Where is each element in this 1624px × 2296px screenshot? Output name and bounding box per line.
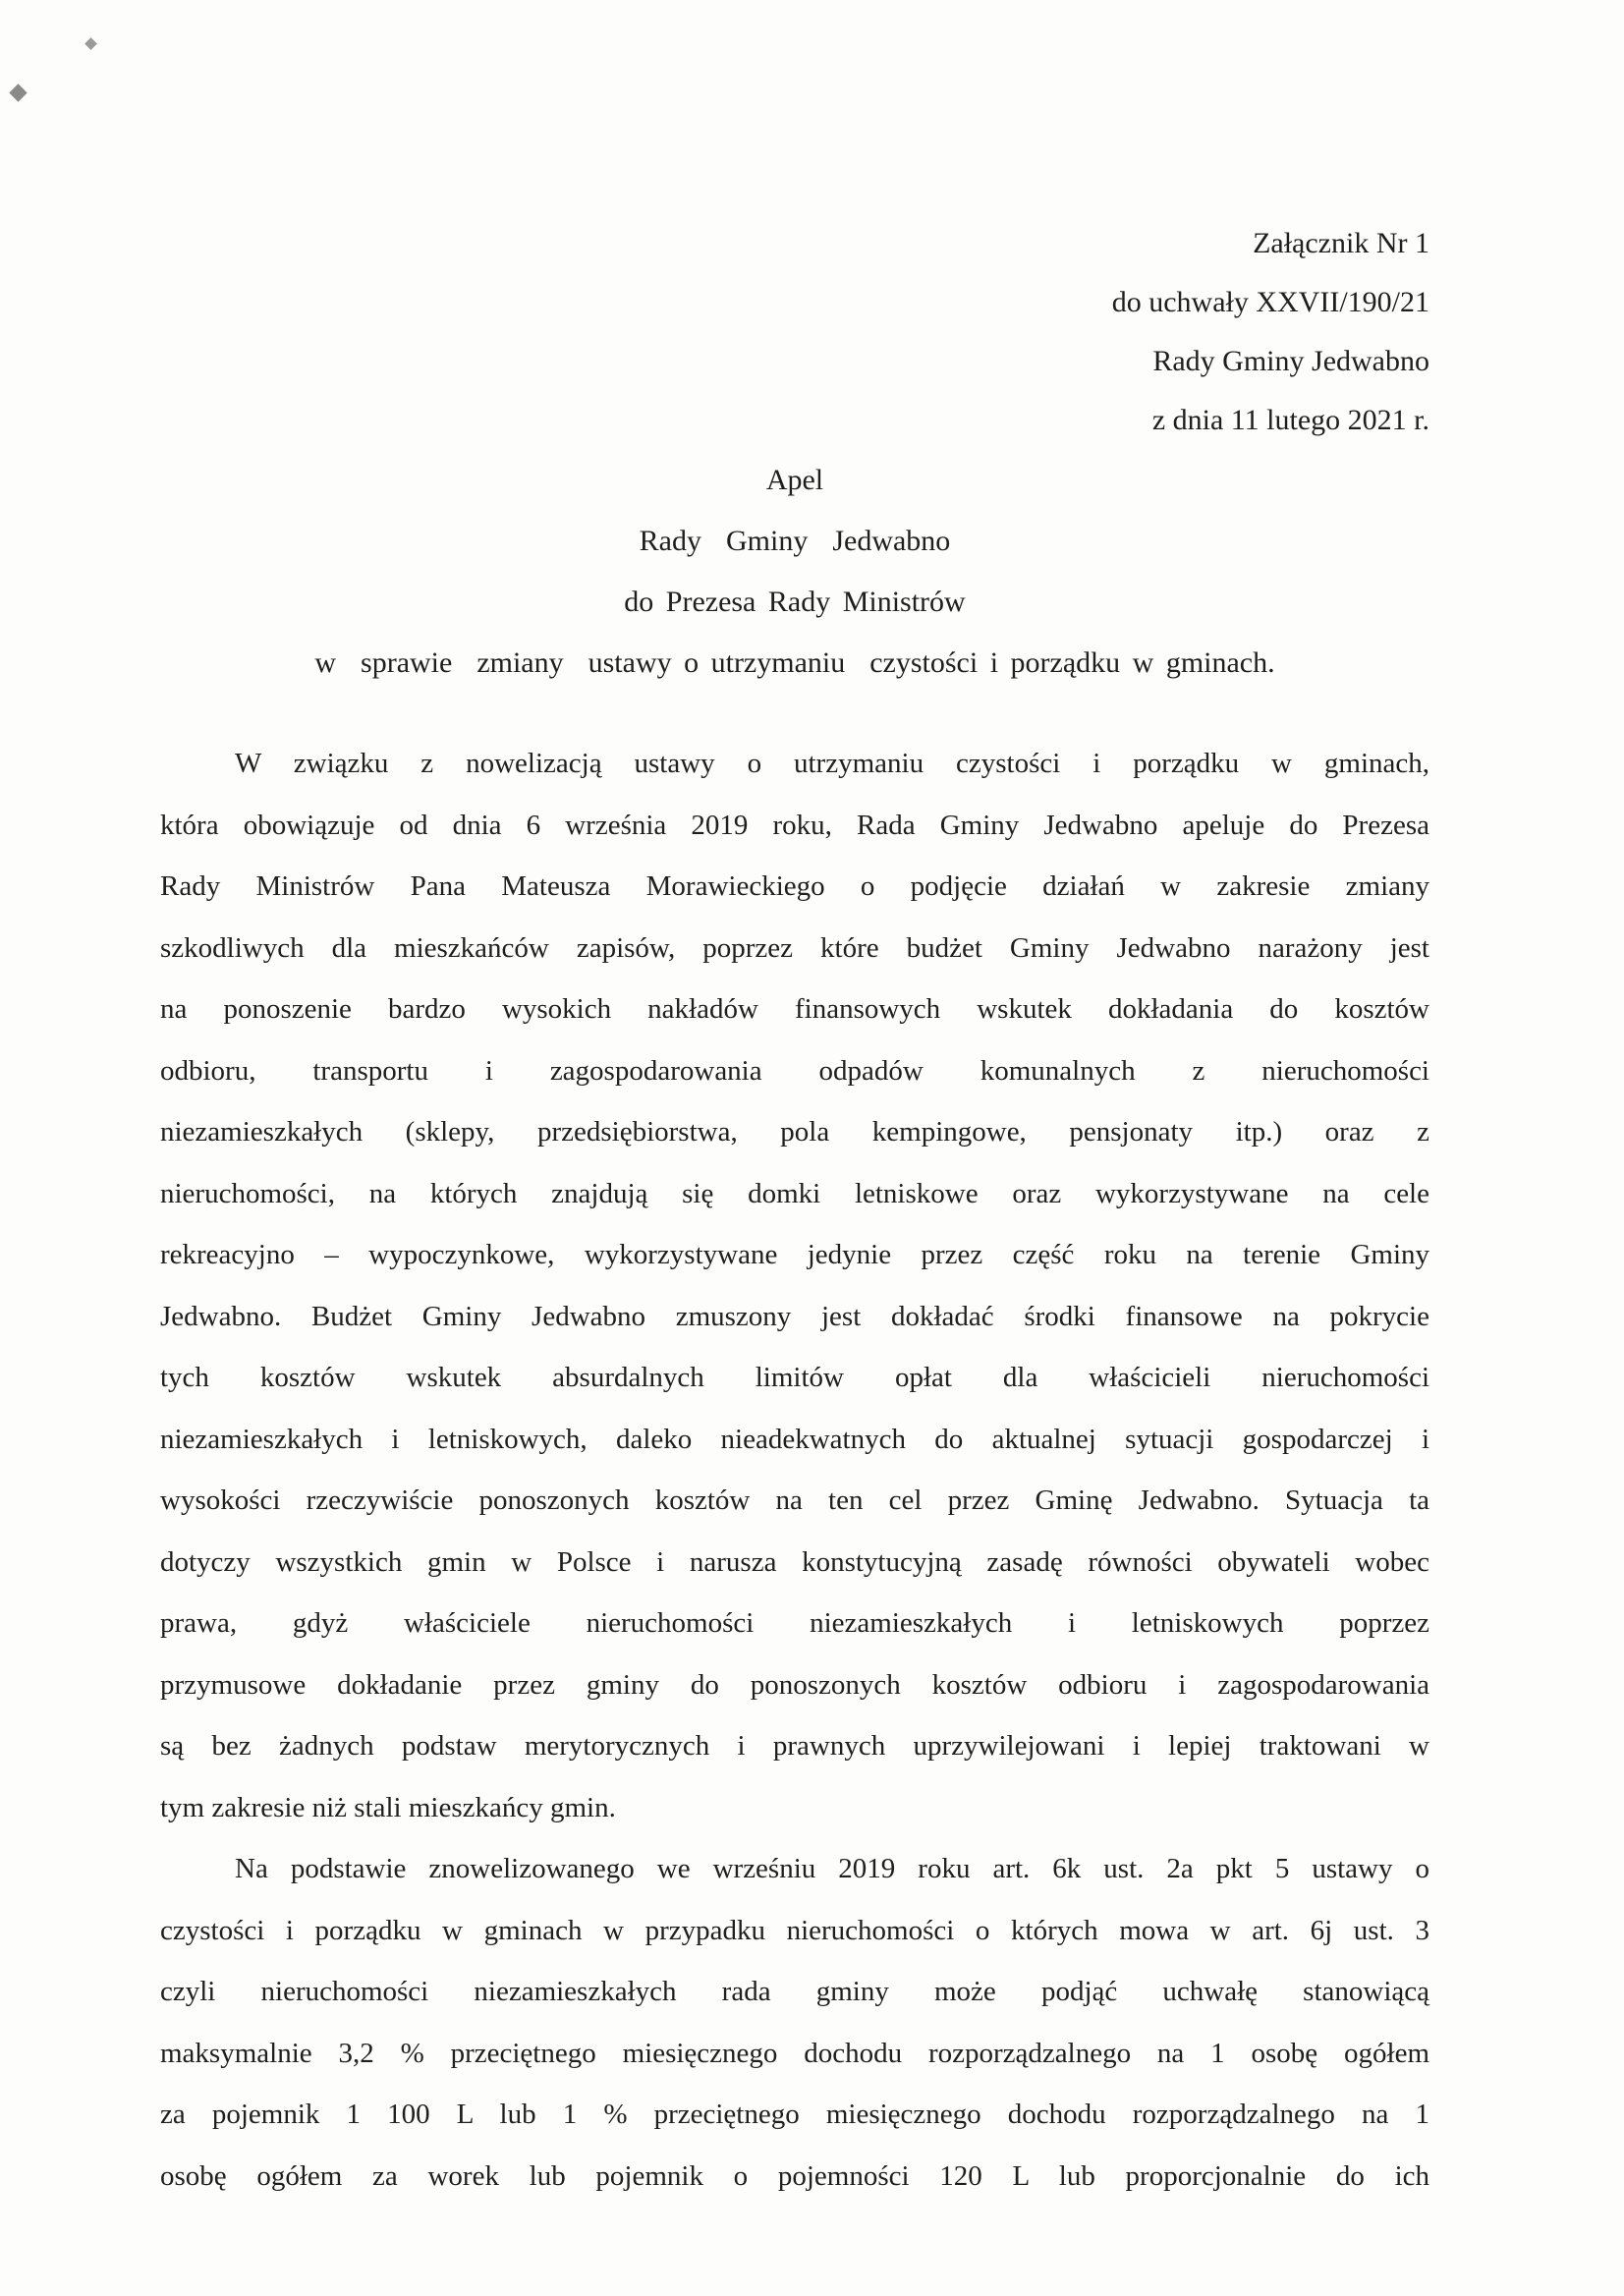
body-text-line: na ponoszenie bardzo wysokich nakładów finansowych wskutek dokładania do kosztów [160, 993, 1429, 1025]
header-line: Załącznik Nr 1 [1253, 227, 1429, 259]
body-text-line: wysokości rzeczywiście ponoszonych kosztów na ten cel przez Gminę Jedwabno. Sytuacja ta [160, 1484, 1429, 1516]
body-text-line: Na podstawie znowelizowanego we wrześniu 2019 roku art. 6k ust. 2a pkt 5 ustawy o [235, 1853, 1429, 1884]
body-text-line: dotyczy wszystkich gmin w Polsce i narusza konstytucyjną zasadę równości obywateli wobec [160, 1545, 1429, 1578]
title-line: Rady Gminy Jedwabno [639, 525, 951, 557]
body-text-line: odbioru, transportu i zagospodarowania odpadów komunalnych z nieruchomości [160, 1054, 1429, 1087]
body-text-line: rekreacyjno – wypoczynkowe, wykorzystywane jedynie przez część roku na terenie Gminy [160, 1239, 1429, 1270]
body-text-line: Rady Ministrów Pana Mateusza Morawieckiego o podjęcie działań w zakresie zmiany [160, 870, 1429, 902]
title-line: Apel [765, 464, 824, 496]
attachment-header-block [1112, 214, 1429, 450]
body-text-line: za pojemnik 1 100 L lub 1 % przeciętnego miesięcznego dochodu rozporządzalnego na 1 [160, 2099, 1429, 2130]
header-line: z dnia 11 lutego 2021 r. [1151, 404, 1429, 436]
title-line: do Prezesa Rady Ministrów [624, 586, 966, 618]
body-text-line: Jedwabno. Budżet Gminy Jedwabno zmuszony jest dokładać środki finansowe na pokrycie [160, 1300, 1429, 1332]
body-text-line: tym zakresie niż stali mieszkańcy gmin. [160, 1791, 616, 1823]
body-text-line: nieruchomości, na których znajdują się domki letniskowe oraz wykorzystywane na cele [160, 1177, 1429, 1209]
body-text-line: prawa, gdyż właściciele nieruchomości niezamieszkałych i letniskowych poprzez [160, 1607, 1429, 1639]
title-line: w sprawie zmiany ustawy o utrzymaniu czystości i porządku w gminach. [314, 646, 1275, 679]
body-text-line: czyli nieruchomości niezamieszkałych rada gminy może podjąć uchwałę stanowiącą [160, 1976, 1429, 2007]
body-text-line: osobę ogółem za worek lub pojemnik o pojemności 120 L lub proporcjonalnie do ich [160, 2159, 1429, 2192]
header-line: do uchwały XXVII/190/21 [1111, 286, 1429, 318]
body-text-line: która obowiązuje od dnia 6 września 2019 roku, Rada Gminy Jedwabno apeluje do Prezesa [160, 809, 1429, 841]
body-text-line: są bez żadnych podstaw merytorycznych i prawnych uprzywilejowani i lepiej traktowani w [160, 1730, 1429, 1762]
body-text-line: niezamieszkałych i letniskowych, daleko nieadekwatnych do aktualnej sytuacji gospodarczej i [160, 1423, 1429, 1455]
body-text-line: czystości i porządku w gminach w przypadku nieruchomości o których mowa w art. 6j ust. 3 [160, 1914, 1429, 1946]
body-text-line: niezamieszkałych (sklepy, przedsiębiorstwa, pola kempingowe, pensjonaty itp.) oraz z [160, 1116, 1429, 1148]
body-text-line: tych kosztów wskutek absurdalnych limitów opłat dla właścicieli nieruchomości [160, 1362, 1429, 1393]
body-text-line: szkodliwych dla mieszkańców zapisów, poprzez które budżet Gminy Jedwabno narażony jest [160, 931, 1429, 964]
header-line: Rady Gminy Jedwabno [1152, 345, 1429, 377]
body-text-line: W związku z nowelizacją ustawy o utrzymaniu czystości i porządku w gminach, [235, 748, 1429, 779]
body-text-line: przymusowe dokładanie przez gminy do ponoszonych kosztów odbioru i zagospodarowania [160, 1668, 1429, 1701]
document-body [160, 733, 1429, 2207]
scan-artifact-dot [84, 37, 97, 50]
body-text-line: maksymalnie 3,2 % przeciętnego miesięcznego dochodu rozporządzalnego na 1 osobę ogółem [160, 2037, 1429, 2069]
scan-artifact-dot [9, 84, 27, 101]
document-title-block [160, 450, 1429, 694]
